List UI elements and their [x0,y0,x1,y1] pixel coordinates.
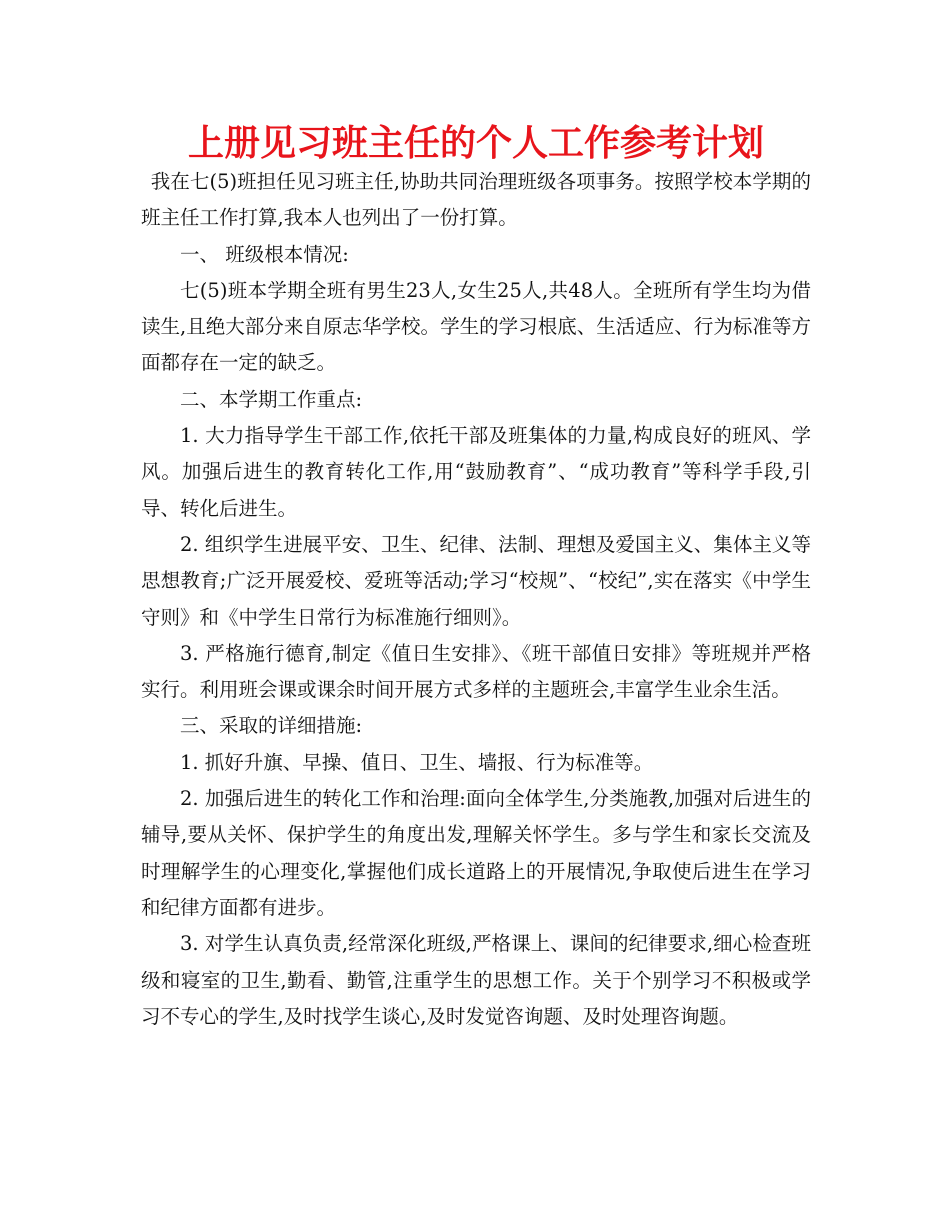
class-situation-paragraph: 七(5)班本学期全班有男生23人,女生25人,共48人。全班所有学生均为借读生,且绝大部分来自原志华学校。学生的学习根底、生活适应、行为标准等方面都存在一定的缺乏。 [141,278,811,375]
section-heading-class-situation: 一、 班级根本情况: [180,242,349,266]
work-focus-item-3: 3. 严格施行德育,制定《值日生安排》、《班干部值日安排》等班规并严格实行。利用班会课或课余时间开展方式多样的主题班会,丰富学生业余生活。 [141,641,811,702]
document-title: 上册见习班主任的个人工作参考计划 [187,123,764,164]
work-focus-item-1: 1. 大力指导学生干部工作,依托干部及班集体的力量,构成良好的班风、学风。加强后进生的教育转化工作,用“鼓励教育”、“成功教育”等科学手段,引导、转化后进生。 [141,424,811,520]
measures-item-1: 1. 抓好升旗、早操、值日、卫生、墙报、行为标准等。 [180,750,654,774]
section-heading-work-focus: 二、本学期工作重点: [180,387,363,411]
document-body [141,164,811,1035]
intro-paragraph: 我在七(5)班担任见习班主任,协助共同治理班级各项事务。按照学校本学期的班主任工作打算,我本人也列出了一份打算。 [141,170,811,230]
measures-item-2: 2. 加强后进生的转化工作和治理:面向全体学生,分类施教,加强对后进生的辅导,要从关怀、保护学生的角度出发,理解关怀学生。多与学生和家长交流及时理解学生的心理变化,掌握他们成长道路上的开展情况,争取使后进生在学习和纪律方面都有进步。 [141,787,811,919]
section-heading-measures: 三、采取的详细措施: [180,714,363,738]
measures-item-3: 3. 对学生认真负责,经常深化班级,严格课上、课间的纪律要求,细心检查班级和寝室的卫生,勤看、勤管,注重学生的思想工作。关于个别学习不积极或学习不专心的学生,及时找学生谈心,及时发觉咨询题、及时处理咨询题。 [141,932,811,1028]
work-focus-item-2: 2. 组织学生进展平安、卫生、纪律、法制、理想及爱国主义、集体主义等思想教育;广泛开展爱校、爱班等活动;学习“校规”、“校纪”,实在落实《中学生守则》和《中学生日常行为标准施行细则》。 [141,532,811,629]
